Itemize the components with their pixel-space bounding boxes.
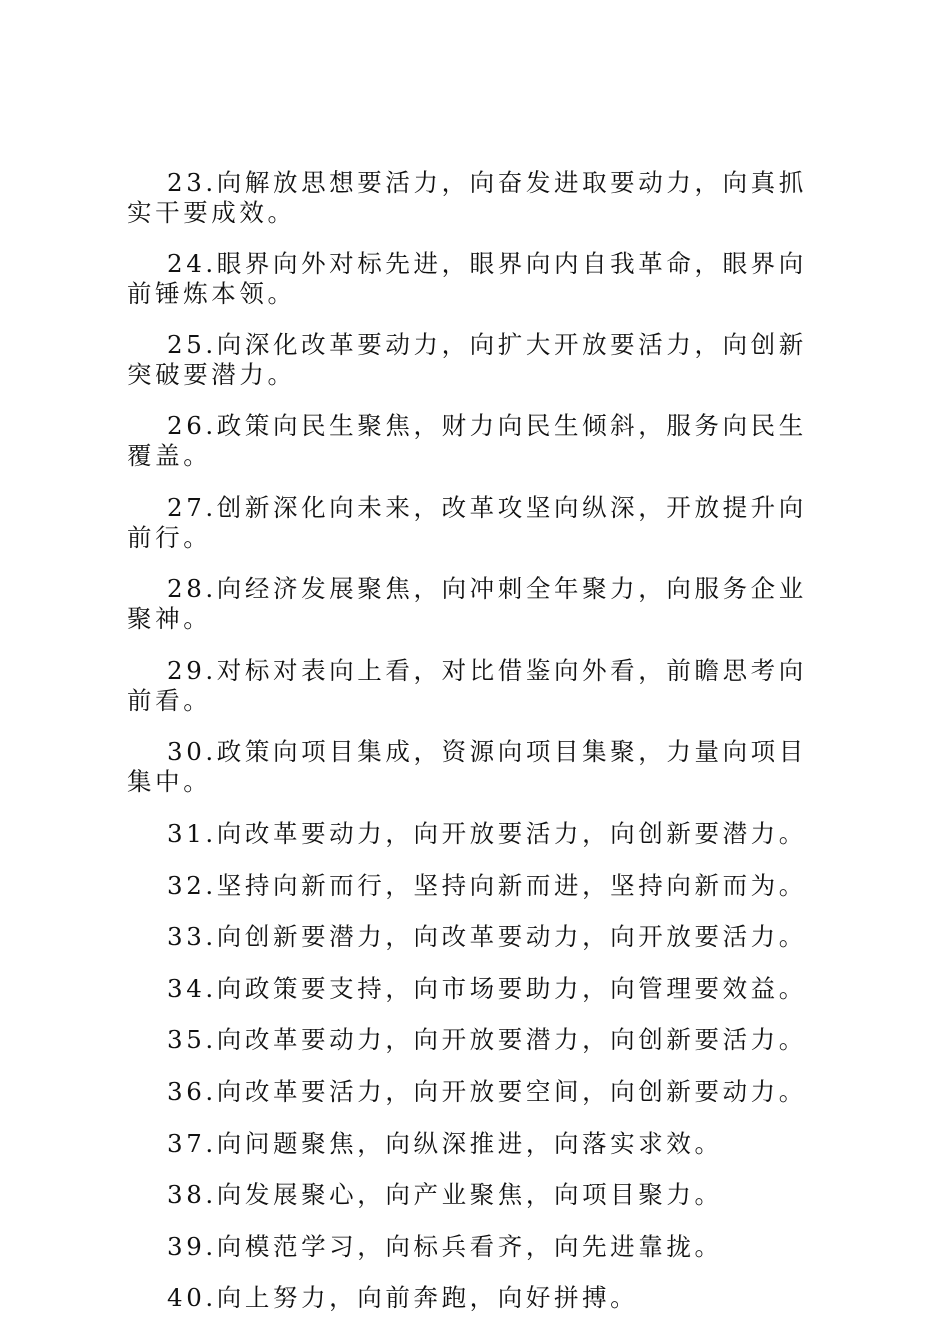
item-number: 36. — [167, 1076, 217, 1106]
list-item-29 — [127, 656, 832, 716]
item-text: 向改革要动力，向开放要潜力，向创新要活力。 — [216, 1025, 807, 1055]
item-number: 33. — [167, 922, 217, 952]
item-number: 40. — [167, 1283, 217, 1313]
item-number: 34. — [167, 973, 217, 1003]
item-text: 向深化改革要动力，向扩大开放要活力，向创新突破要潜力。 — [127, 330, 807, 389]
item-number: 37. — [167, 1128, 217, 1158]
item-number: 24. — [167, 249, 217, 278]
list-item-37 — [127, 1129, 832, 1159]
item-number: 32. — [167, 870, 217, 900]
list-item-33 — [127, 922, 832, 952]
item-text: 向创新要潜力，向改革要动力，向开放要活力。 — [216, 922, 807, 952]
list-item-40 — [127, 1283, 832, 1313]
item-number: 31. — [167, 818, 217, 848]
list-item-30 — [127, 737, 832, 797]
item-text: 政策向项目集成，资源向项目集聚，力量向项目集中。 — [127, 737, 807, 797]
list-item-27 — [127, 493, 832, 553]
item-text: 眼界向外对标先进，眼界向内自我革命，眼界向前锤炼本领。 — [127, 249, 807, 308]
item-number: 23. — [167, 168, 217, 197]
item-list — [127, 168, 832, 1335]
item-text: 向问题聚焦，向纵深推进，向落实求效。 — [216, 1128, 723, 1158]
list-item-39 — [127, 1232, 832, 1262]
list-item-26 — [127, 411, 832, 471]
item-number: 39. — [167, 1231, 217, 1261]
item-text: 向上努力，向前奔跑，向好拼搏。 — [216, 1283, 639, 1313]
item-text: 向经济发展聚焦，向冲刺全年聚力，向服务企业聚神。 — [127, 574, 807, 634]
item-number: 29. — [167, 655, 217, 685]
item-text: 向政策要支持，向市场要助力，向管理要效益。 — [216, 973, 807, 1003]
list-item-23 — [127, 168, 832, 228]
list-item-32 — [127, 871, 832, 901]
item-number: 25. — [167, 330, 217, 359]
list-item-28 — [127, 574, 832, 634]
list-item-34 — [127, 974, 832, 1004]
item-number: 26. — [167, 411, 217, 440]
item-text: 向解放思想要活力，向奋发进取要动力，向真抓实干要成效。 — [127, 168, 807, 227]
item-number: 38. — [167, 1180, 217, 1210]
list-item-36 — [127, 1077, 832, 1107]
item-text: 政策向民生聚焦，财力向民生倾斜，服务向民生覆盖。 — [127, 411, 807, 470]
item-number: 35. — [167, 1025, 217, 1055]
list-item-31 — [127, 819, 832, 849]
list-item-38 — [127, 1180, 832, 1210]
item-text: 创新深化向未来，改革攻坚向纵深，开放提升向前行。 — [127, 492, 807, 552]
item-text: 对标对表向上看，对比借鉴向外看，前瞻思考向前看。 — [127, 655, 807, 715]
item-number: 30. — [167, 737, 217, 767]
item-text: 向发展聚心，向产业聚焦，向项目聚力。 — [216, 1180, 723, 1210]
item-number: 27. — [167, 492, 217, 522]
item-text: 向模范学习，向标兵看齐，向先进靠拢。 — [216, 1231, 723, 1261]
item-number: 28. — [167, 574, 217, 604]
list-item-35 — [127, 1025, 832, 1055]
item-text: 向改革要动力，向开放要活力，向创新要潜力。 — [216, 818, 807, 848]
list-item-25 — [127, 330, 832, 390]
item-text: 坚持向新而行，坚持向新而进，坚持向新而为。 — [216, 870, 807, 900]
list-item-24 — [127, 249, 832, 309]
item-text: 向改革要活力，向开放要空间，向创新要动力。 — [216, 1076, 807, 1106]
